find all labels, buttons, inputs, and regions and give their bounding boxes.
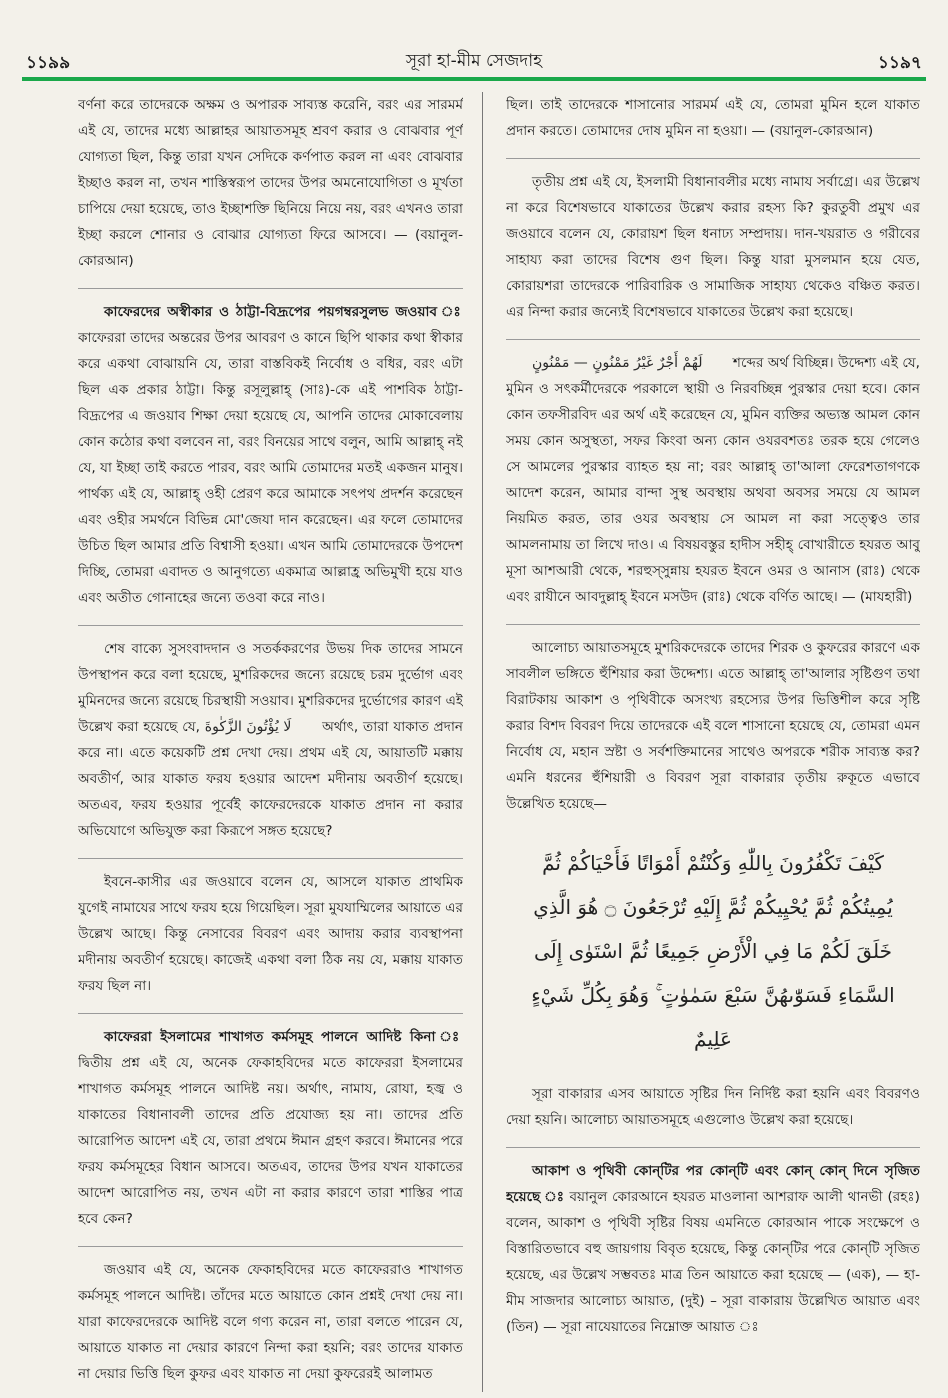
paragraph-separator [506, 1147, 920, 1148]
page-number-left: ১১৯৯ [26, 53, 71, 73]
paragraph: আলোচ্য আয়াতসমূহে মুশরিকদেরকে তাদের শিরক ও কুফরের কারণে এক সাবলীল ভঙ্গিতে হুঁশিয়ার করা উদ্দেশ্য। এতে আল্লাহ্ তা'আলার সৃষ্টিগুণ তথা বিরাটকায় আকাশ ও পৃথিবীকে অসংখ্য রহস্যের উপর ভিত্তিশীল করে সৃষ্টি করার বিশদ বিবরণ দিয়ে তাদেরকে এই বলে শাসানো হয়েছে যে, তোমরা এমন নির্বোধ যে, মহান স্রষ্টা ও সর্বশক্তিমানের সাথেও অপরকে শরীক সাব্যস্ত কর? এমনি ধরনের হুঁশিয়ারী ও বিবরণ সূরা বাকারার তৃতীয় রুকূতে এভাবে উল্লেখিত হয়েছে— [506, 640, 920, 812]
paragraph-separator [506, 158, 920, 159]
arabic-inline-quote: لَهُمْ أَجْرٌ غَيْرُ مَمْنُونٍ — مَمْنُونٍ [532, 355, 703, 371]
section-heading: আকাশ ও পৃথিবী কোন্‌টির পর কোন্‌টি এবং কোন্ কোন্ দিনে সৃজিত হয়েছে ঃ [506, 1163, 920, 1205]
paragraph: জওয়াব এই যে, অনেক ফেকাহবিদের মতে কাফেররাও শাখাগত কর্মসমূহ পালনে আদিষ্ট। তাঁদের মতে আয়াতে কোন প্রশ্নই দেখা দেয় না। যারা কাফেরদেরকে আদিষ্ট বলে গণ্য করেন না, তারা বলতে পারেন যে, আয়াতে যাকাত না দেয়ার কারণে নিন্দা করা হয়নি; বরং তাদের যাকাত না দেয়ার ভিত্তি ছিল কুফর এবং যাকাত না দেয়া কুফরেরই আলামত [78, 1262, 463, 1382]
paragraph [78, 299, 463, 623]
section-heading: কাফেরদের অস্বীকার ও ঠাট্টা-বিদ্রূপের পয়গম্বরসুলভ জওয়াব ঃ [104, 304, 463, 320]
page-header [22, 44, 926, 78]
page-number-right: ১১৯৭ [877, 53, 922, 73]
section-heading: কাফেররা ইসলামের শাখাগত কর্মসমূহ পালনে আদিষ্ট কিনা ঃ [104, 1029, 463, 1045]
paragraph: ছিল। তাই তাদেরকে শাসানোর সারমর্ম এই যে, তোমরা মুমিন হলে যাকাত প্রদান করতে। তোমাদের দোষ মুমিন না হওয়া। — (বয়ানুল-কোরআন) [506, 97, 920, 139]
header-rule [22, 77, 926, 81]
column-divider [482, 92, 483, 1392]
left-column [78, 92, 463, 1398]
paragraph-separator [78, 288, 463, 289]
arabic-inline-quote: لَا يُؤْتُونَ الزَّكٰوةَ [204, 719, 292, 735]
paragraph-separator [78, 1013, 463, 1014]
paragraph-separator [78, 858, 463, 859]
paragraph-separator [78, 1246, 463, 1247]
paragraph-text: কাফেররা তাদের অন্তরের উপর আবরণ ও কানে ছিপি থাকার কথা স্বীকার করে একথা বোঝায়নি যে, তারা বাস্তবিকই নির্বোধ ও বধির, বরং এটা ছিল এক প্রকার ঠাট্টা। কিন্তু রসূলুল্লাহ্ (সাঃ)-কে এই পাশবিক ঠাট্টা-বিদ্রূপের এ জওয়াব শিক্ষা দেয়া হয়েছে যে, আপনি তাদের মোকাবেলায় কোন কঠোর কথা বলবেন না, বরং বিনয়ের সাথে বলুন, আমি আল্লাহ্ নই যে, যা ইচ্ছা তাই করতে পারব, বরং আমি তোমাদের মতই একজন মানুষ। পার্থক্য এই যে, আল্লাহ্ ওহী প্রেরণ করে আমাকে সৎপথ প্রদর্শন করেছেন এবং ওহীর সমর্থনে বিভিন্ন মো'জেযা দান করেছেন। এর ফলে তোমাদের উচিত ছিল আমার প্রতি বিশ্বাসী হওয়া। এখন আমি তোমাদেরকে উপদেশ দিচ্ছি, তোমরা এবাদত ও আনুগত্যে একমাত্র আল্লাহ্র অভিমুখী হয়ে যাও এবং অতীত গোনাহের জন্যে তওবা করে নাও। [78, 330, 463, 606]
right-column [506, 92, 920, 1398]
paragraph-text: অর্থাৎ, তারা যাকাত প্রদান করে না। এতে কয়েকটি প্রশ্ন দেখা দেয়। প্রথম এই যে, আয়াতটি মক্কায় অবতীর্ণ, আর যাকাত ফরয হওয়ার আদেশ মদীনায় অবতীর্ণ হয়েছে। অতএব, ফরয হওয়ার পূর্বেই কাফেরদেরকে যাকাত প্রদান না করার অভিযোগে অভিযুক্ত করা কিরূপে সঙ্গত হয়েছে? [78, 719, 463, 839]
arabic-verse-block: كَيْفَ تَكْفُرُونَ بِاللّٰهِ وَكُنْتُمْ أَمْوَاتًا فَأَحْيَاكُمْ ثُمَّ يُمِيتُكُمْ ثُمَّ يُحْيِيكُمْ ثُمَّ إِلَيْهِ تُرْجَعُونَ ۝ هُوَ الَّذِي خَلَقَ لَكُمْ مَا فِي الْأَرْضِ جَمِيعًا ثُمَّ اسْتَوٰى إِلَى السَّمَاءِ فَسَوّٰىهُنَّ سَبْعَ سَمٰوٰتٍ ۚ وَهُوَ بِكُلِّ شَيْءٍ عَلِيمٌ [531, 851, 895, 1051]
running-title: সূরা হা-মীম সেজদাহ [405, 51, 543, 71]
paragraph: বর্ণনা করে তাদেরকে অক্ষম ও অপারক সাব্যস্ত করেনি, বরং এর সারমর্ম এই যে, তাদের মধ্যে আল্লাহর আয়াতসমূহ শ্রবণ করার ও বোঝবার পূর্ণ যোগ্যতা ছিল, কিন্তু তারা যখন সেদিকে কর্ণপাত করল না এবং বোঝবার ইচ্ছাও করল না, তখন শাস্তিস্বরূপ তাদের উপর অমনোযোগিতা ও মূর্খতা চাপিয়ে দেয়া হয়েছে, তাও ইচ্ছাশক্তি ছিনিয়ে নিয়ে নয়, বরং এখনও তারা ইচ্ছা করলে শোনার ও বোঝার যোগ্যতা ফিরে আসবে। — (বয়ানুল-কোরআন) [78, 97, 463, 269]
paragraph: তৃতীয় প্রশ্ন এই যে, ইসলামী বিধানাবলীর মধ্যে নামায সর্বাগ্রে। এর উল্লেখ না করে বিশেষভাবে যাকাতের উল্লেখ করার রহস্য কি? কুরতুবী প্রমুখ এর জওয়াবে বলেন যে, কোরায়শ ছিল ধনাঢ্য সম্প্রদায়। দান-খয়রাত ও গরীবের সাহায্য করা তাদের বিশেষ গুণ ছিল। কিন্তু যারা মুসলমান হয়ে যেত, কোরায়শরা তাদেরকে পারিবারিক ও সামাজিক সাহায্য থেকেও বঞ্চিত করত। এর নিন্দা করার জন্যেই বিশেষভাবে যাকাতের উল্লেখ করা হয়েছে। [506, 174, 920, 320]
paragraph: ইবনে-কাসীর এর জওয়াবে বলেন যে, আসলে যাকাত প্রাথমিক যুগেই নামাযের সাথে ফরয হয়ে গিয়েছিল। সূরা মুযযাম্মিলের আয়াতে এর উল্লেখ আছে। কিন্তু নেসাবের বিবরণ এবং আদায় করার ব্যবস্থাপনা মদীনায় অবতীর্ণ হয়েছে। কাজেই একথা বলা ঠিক নয় যে, মক্কায় যাকাত ফরয ছিল না। [78, 874, 463, 994]
paragraph-text: শেষ বাক্যে সুসংবাদদান ও সতর্ককরণের উভয় দিক তাদের সামনে উপস্থাপন করে বলা হয়েছে, মুশরিকদের জন্যে রয়েছে চরম দুর্ভোগ এবং মুমিনদের জন্যে রয়েছে চিরস্থায়ী সওয়াব। মুশরিকদের দুর্ভোগের কারণ এই উল্লেখ করা হয়েছে যে, [78, 641, 463, 735]
paragraph-separator [506, 339, 920, 340]
paragraph-text: বয়ানুল কোরআনে হযরত মাওলানা আশরাফ আলী থানভী (রহঃ) বলেন, আকাশ ও পৃথিবী সৃষ্টির বিষয় এমনিতে কোরআন পাকে সংক্ষেপে ও বিস্তারিতভাবে বহু জায়গায় বিবৃত হয়েছে, কিন্তু কোন্‌টির পরে কোন্‌টি সৃজিত হয়েছে, এর উল্লেখ সম্ভবতঃ মাত্র তিন আয়াতে করা হয়েছে — (এক), — হা-মীম সাজদার আলোচ্য আয়াত, (দুই) – সূরা বাকারায় উল্লেখিত আয়াত এবং (তিন) — সূরা নাযেয়াতের নিম্নোক্ত আয়াত ঃ [506, 1189, 920, 1335]
paragraph [506, 1158, 920, 1352]
paragraph [506, 350, 920, 622]
paragraph-text: শব্দের অর্থ বিচ্ছিন্ন। উদ্দেশ্য এই যে, মুমিন ও সৎকর্মীদেরকে পরকালে স্থায়ী ও নিরবচ্ছিন্ন পুরস্কার দেয়া হবে। কোন কোন তফসীরবিদ এর অর্থ এই করেছেন যে, মুমিন ব্যক্তির অভ্যস্ত আমল কোন সময় কোন অসুস্থতা, সফর কিংবা অন্য কোন ওযরবশতঃ তরক হয়ে গেলেও সে আমলের পুরস্কার ব্যাহত হয় না; বরং আল্লাহ্ তা'আলা ফেরেশতাগণকে আদেশ করেন, আমার বান্দা সুস্থ অবস্থায় অথবা অবসর সময়ে যে আমল নিয়মিত করত, তার ওযর অবস্থায় সে আমল না করা সত্ত্বেও তার আমলনামায় তা লিখে দাও। এ বিষয়বস্তুর হাদীস সহীহ্ বোখারীতে হযরত আবু মূসা আশআরী থেকে, শরহুস্সুন্নায় হযরত ইবনে ওমর ও আনাস (রাঃ) থেকে এবং রাযীনে আবদুল্লাহ্ ইবনে মসউদ (রাঃ) থেকে বর্ণিত আছে। — (মাযহারী) [506, 355, 920, 605]
paragraph [78, 1024, 463, 1244]
paragraph-text: দ্বিতীয় প্রশ্ন এই যে, অনেক ফেকাহবিদের মতে কাফেররা ইসলামের শাখাগত কর্মসমূহ পালনে আদিষ্ট নয়। অর্থাৎ, নামায, রোযা, হজ্ব ও যাকাতের বিধানাবলী তাদের প্রতি প্রযোজ্য হয় না। তাদের প্রতি আরোপিত আদেশ এই যে, তারা প্রথমে ঈমান গ্রহণ করবে। ঈমানের পরে ফরয কর্মসমূহের বিধান আসবে। অতএব, তাদের উপর যখন যাকাতের আদেশ আরোপিত নয়, তখন এটা না করার কারণে তারা শাস্তির পাত্র হবে কেন? [78, 1055, 463, 1227]
paragraph [78, 636, 463, 856]
paragraph: সূরা বাকারার এসব আয়াতে সৃষ্টির দিন নির্দিষ্ট করা হয়নি এবং বিবরণও দেয়া হয়নি। আলোচ্য আয়াতসমূহে এগুলোও উল্লেখ করা হয়েছে। [506, 1086, 920, 1128]
paragraph-separator [506, 624, 920, 625]
paragraph-separator [78, 625, 463, 626]
